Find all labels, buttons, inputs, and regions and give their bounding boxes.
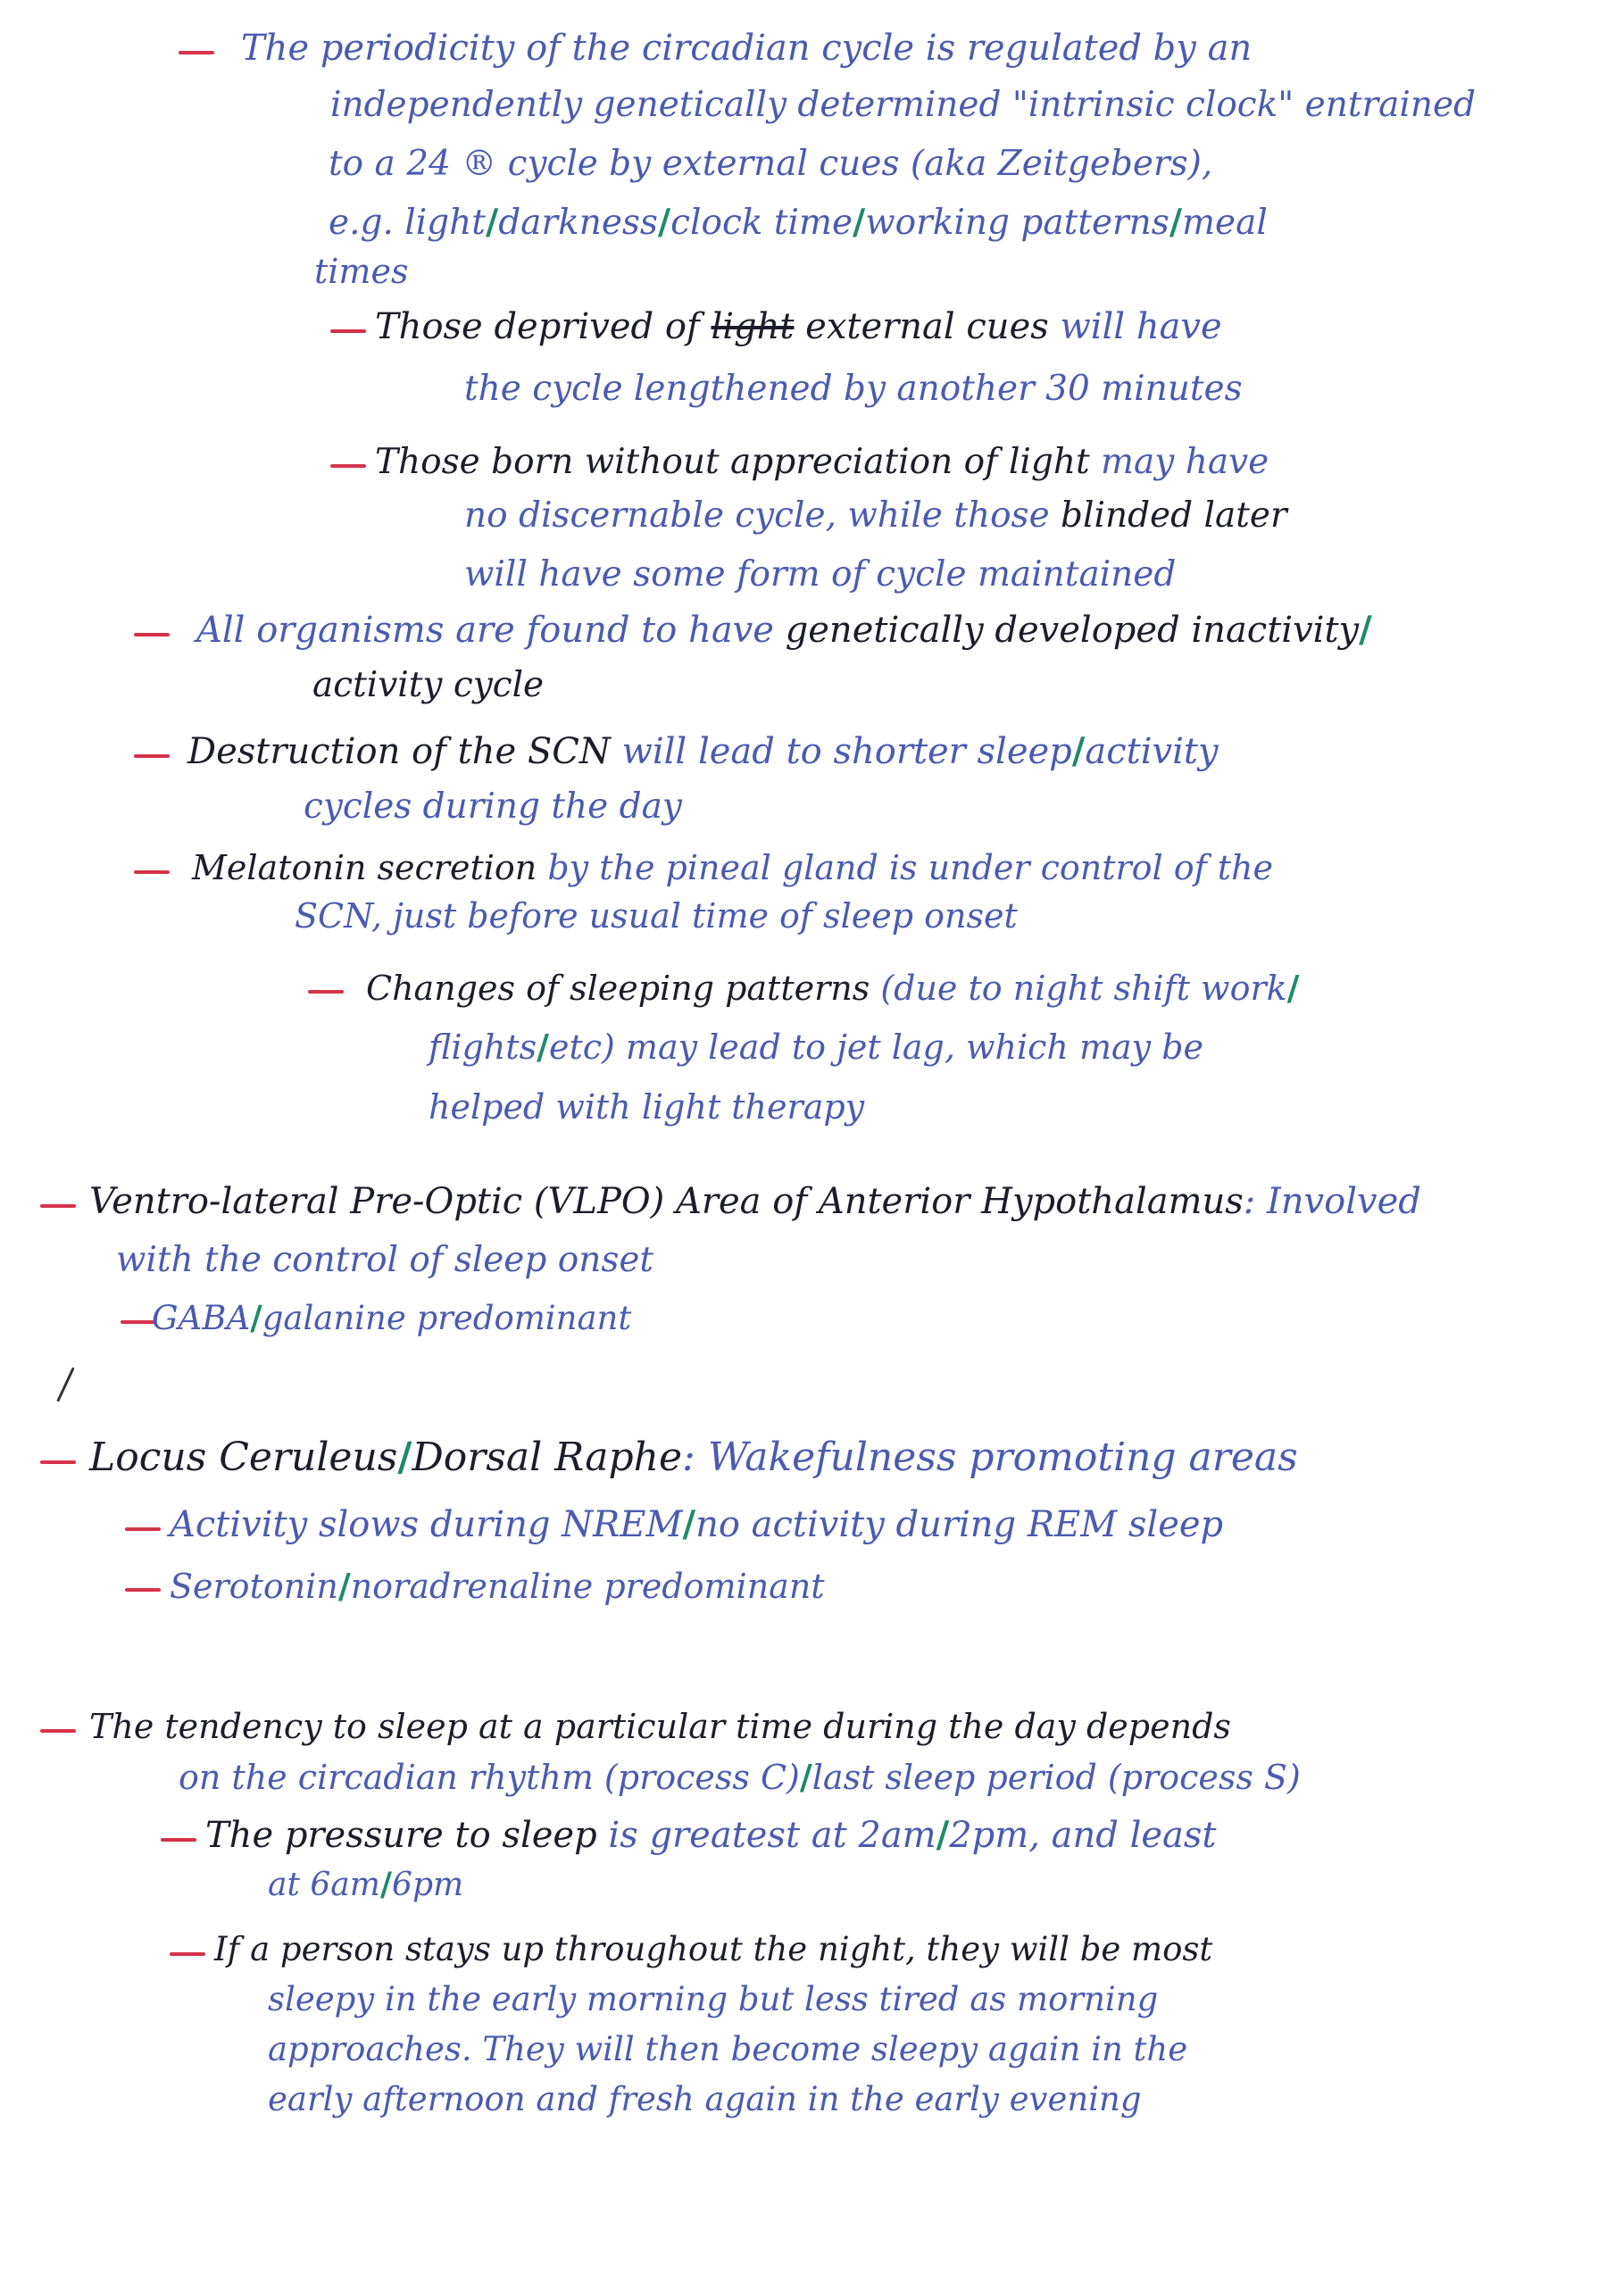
slash-divider: /: [799, 1757, 812, 1797]
note-line: [116, 1237, 653, 1283]
note-text: Locus Ceruleus: [89, 1435, 398, 1480]
slash-divider: /: [337, 1566, 351, 1606]
note-text: to a 24 ® cycle: [329, 144, 610, 184]
note-text: is greatest at 2am: [608, 1815, 936, 1856]
note-line: [375, 304, 1222, 350]
note-text: noradrenaline predominant: [350, 1567, 825, 1606]
note-text: by the pineal gland is under control of the: [547, 848, 1274, 887]
note-text: GABA: [152, 1299, 251, 1337]
note-line: [205, 1812, 1217, 1859]
note-text: genetically developed inactivity: [785, 610, 1360, 651]
note-text: at 6am: [268, 1867, 380, 1903]
note-line: [214, 1928, 1212, 1971]
note-text: Those deprived of: [375, 306, 712, 347]
bullet-dash: [161, 1838, 196, 1842]
note-text: clock time: [670, 203, 853, 243]
note-text: The tendency to sleep at a particular time during the day depends: [89, 1707, 1231, 1746]
slash-divider: /: [379, 1866, 393, 1903]
note-text: All organisms are found to have: [196, 610, 786, 651]
note-text: 6pm: [392, 1867, 464, 1903]
slash-divider: /: [537, 1027, 549, 1067]
note-line: [329, 141, 1212, 187]
note-text: : Involved: [1243, 1181, 1421, 1222]
note-line: [375, 439, 1269, 485]
note-line: [295, 894, 1018, 938]
note-text: etc) may lead to jet lag, which may be: [548, 1027, 1204, 1067]
note-line: [192, 846, 1273, 890]
note-text: The periodicity of the circadian cycle is regulated by an: [241, 28, 1253, 69]
note-text: the cycle lengthened by another 30 minutes: [464, 369, 1243, 409]
note-text: working patterns: [865, 203, 1169, 243]
note-line: [464, 552, 1176, 597]
note-line: [304, 784, 682, 829]
note-line: [268, 1978, 1158, 2021]
note-line: [152, 1296, 631, 1340]
note-text: helped with light therapy: [429, 1087, 865, 1127]
note-line: [429, 1086, 864, 1129]
note-text: times: [314, 252, 409, 291]
note-text: activity: [1085, 731, 1219, 772]
slash-divider: /: [682, 1503, 696, 1545]
slash-divider: /: [1286, 968, 1300, 1008]
note-text: cycles during the day: [304, 786, 682, 827]
bullet-dash: [121, 1320, 156, 1324]
note-text: darkness: [498, 203, 658, 243]
note-text: Melatonin secretion: [192, 848, 548, 887]
slash-divider: /: [1169, 202, 1183, 243]
note-text: approaches. They will then become sleepy again in the: [268, 2030, 1188, 2068]
note-text: no activity during REM sleep: [695, 1504, 1224, 1545]
note-text: will lead to shorter sleep: [621, 731, 1072, 772]
note-line: [179, 1755, 1301, 1800]
note-text: Destruction of the SCN: [187, 731, 622, 772]
note-text: Changes of sleeping patterns: [366, 969, 881, 1008]
bullet-dash: [308, 990, 344, 994]
note-text: flights: [429, 1027, 537, 1067]
note-text: will have: [1060, 306, 1222, 347]
slash-divider: /: [397, 1435, 412, 1480]
bullet-dash: [40, 1460, 76, 1464]
note-text: external cues (aka Zeitgebers),: [651, 144, 1213, 184]
note-line: [366, 966, 1300, 1011]
note-text: external cues: [794, 306, 1061, 347]
note-line: [89, 1432, 1298, 1483]
note-line: [429, 1025, 1203, 1069]
note-text: Serotonin: [170, 1567, 338, 1606]
bullet-dash: [134, 870, 170, 874]
stray-pen-mark: [56, 1367, 74, 1402]
note-line: [268, 1864, 463, 1906]
note-line: [196, 607, 1372, 653]
note-line: [187, 728, 1219, 775]
note-line: [329, 200, 1268, 245]
slash-divider: /: [657, 202, 671, 243]
note-line: [464, 493, 1287, 538]
bullet-dash: [40, 1204, 76, 1208]
note-line: [312, 662, 544, 708]
note-line: [241, 25, 1252, 71]
note-text: If a person stays up throughout the night, they will be most: [214, 1930, 1213, 1968]
bullet-dash: [330, 464, 366, 468]
note-text: galanine predominant: [262, 1299, 632, 1337]
note-text: independently genetically determined "intrinsic clock" entrained: [330, 85, 1477, 125]
bullet-dash: [40, 1729, 76, 1733]
bullet-dash: [125, 1527, 161, 1531]
bullet-dash: [134, 633, 170, 636]
note-text: no discernable cycle, while those: [464, 495, 1061, 536]
note-line: [268, 2078, 1142, 2121]
note-text: Ventro-lateral Pre-Optic (VLPO) Area of Anterior Hypothalamus: [89, 1181, 1244, 1222]
note-line: [89, 1705, 1231, 1749]
note-text: meal: [1182, 203, 1268, 243]
note-line: [170, 1564, 825, 1609]
note-text: light: [711, 306, 795, 347]
note-text: with the control of sleep onset: [116, 1240, 654, 1280]
note-text: blinded later: [1061, 495, 1287, 536]
slash-divider: /: [485, 202, 499, 243]
slash-divider: /: [1071, 730, 1086, 772]
note-line: [464, 366, 1243, 412]
note-text: early afternoon and fresh again in the early evening: [268, 2080, 1142, 2118]
slash-divider: /: [936, 1814, 950, 1856]
bullet-dash: [125, 1588, 161, 1592]
note-line: [268, 2028, 1187, 2071]
note-text: by: [609, 144, 652, 184]
note-text: last sleep period (process S): [812, 1758, 1301, 1797]
bullet-dash: [330, 329, 366, 333]
note-line: [170, 1502, 1223, 1548]
note-text: Activity slows during NREM: [170, 1504, 683, 1545]
note-text: Dorsal Raphe: [412, 1435, 683, 1480]
note-text: SCN, just before usual time of sleep onset: [295, 896, 1018, 936]
note-text: (due to night shift work: [880, 969, 1287, 1008]
slash-divider: /: [1359, 609, 1372, 651]
bullet-dash: [134, 754, 170, 758]
note-line: [314, 250, 408, 294]
note-line: [330, 82, 1476, 128]
slash-divider: /: [250, 1298, 262, 1337]
note-text: on the circadian rhythm (process C): [179, 1758, 800, 1797]
bullet-dash: [179, 51, 214, 54]
note-text: activity cycle: [312, 665, 545, 705]
note-text: 2pm, and least: [949, 1815, 1217, 1856]
note-text: sleepy in the early morning but less tired as morning: [268, 1980, 1159, 2018]
note-text: The pressure to sleep: [205, 1815, 609, 1856]
bullet-dash: [170, 1952, 205, 1956]
note-text: e.g. light: [329, 203, 486, 243]
slash-divider: /: [853, 202, 866, 243]
note-text: : Wakefulness promoting areas: [682, 1435, 1298, 1480]
note-text: may have: [1101, 442, 1269, 482]
note-line: [89, 1178, 1421, 1225]
note-text: Those born without appreciation of light: [375, 442, 1102, 482]
note-text: will have some form of cycle maintained: [464, 554, 1177, 595]
